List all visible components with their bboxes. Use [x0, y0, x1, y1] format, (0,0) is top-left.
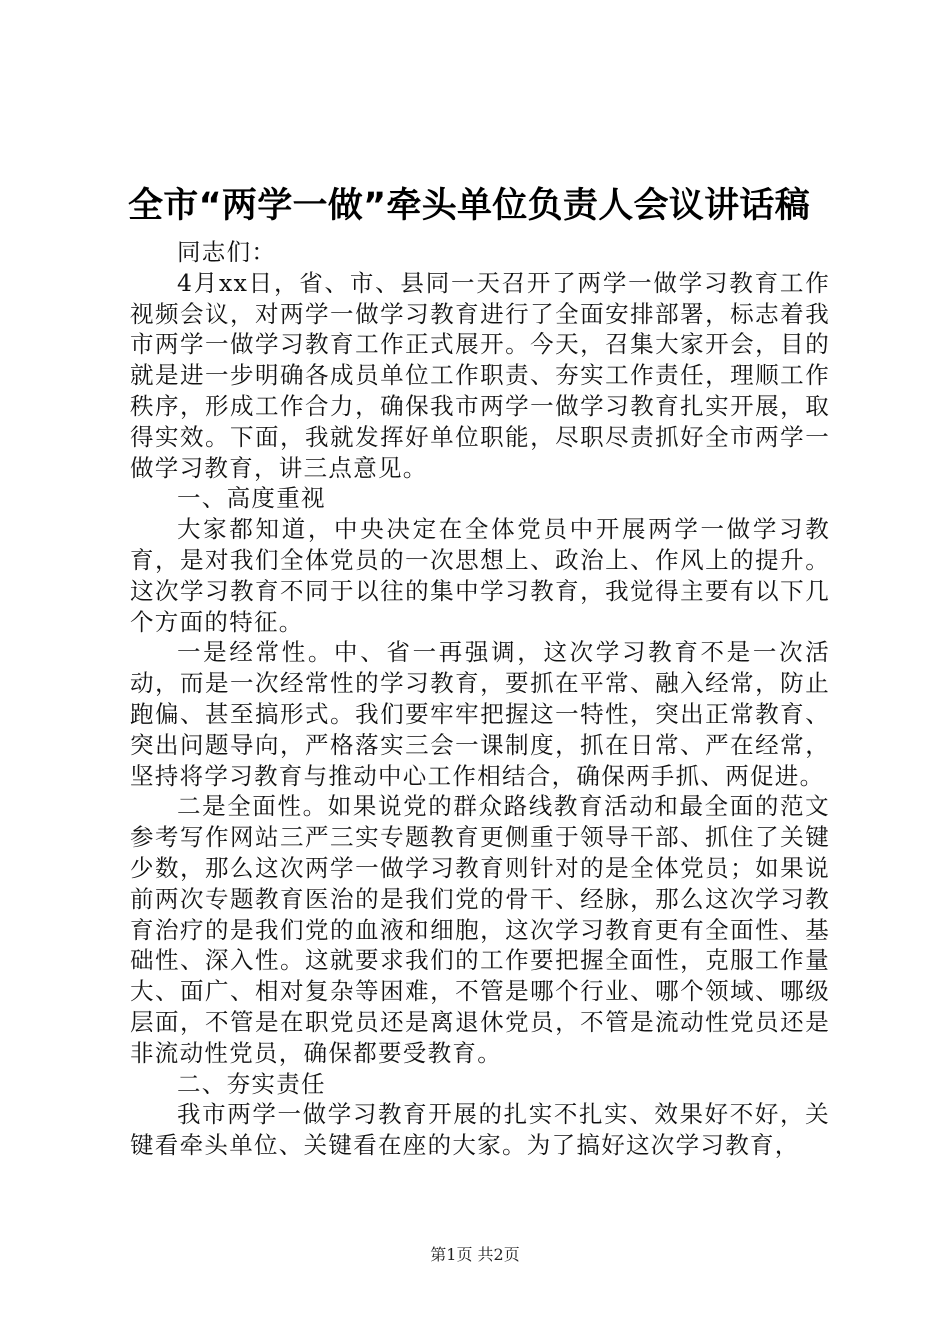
body-paragraph: 一是经常性。中、省一再强调，这次学习教育不是一次活动，而是一次经常性的学习教育，要抓在平常、融入经常，防止跑偏、甚至搞形式。我们要牢牢把握这一特性，突出正常教育、突出问题导向，严格落实三会一课制度，抓在日常、严在经常，坚持将学习教育与推动中心工作相结合，确保两手抓、两促进。 [130, 638, 830, 790]
page-number-footer: 第1页 共2页 [430, 1245, 520, 1264]
body-paragraph: 二是全面性。如果说党的群众路线教育活动和最全面的范文参考写作网站三严三实专题教育更侧重于领导干部、抓住了关键少数，那么这次两学一做学习教育则针对的是全体党员；如果说前两次专题教育医治的是我们党的骨干、经脉，那么这次学习教育治疗的是我们党的血液和细胞，这次学习教育更有全面性、基础性、深入性。这就要求我们的工作要把握全面性，克服工作量大、面广、相对复杂等困难，不管是哪个行业、哪个领域、哪级层面，不管是在职党员还是离退休党员，不管是流动性党员还是非流动性党员，确保都要受教育。 [130, 792, 830, 1067]
greeting-paragraph: 同志们： [177, 238, 277, 266]
intro-paragraph: 4月xx日，省、市、县同一天召开了两学一做学习教育工作视频会议，对两学一做学习教育进行了全面安排部署，标志着我市两学一做学习教育工作正式展开。今天，召集大家开会，目的就是进一步明确各成员单位工作职责、夯实工作责任，理顺工作秩序，形成工作合力，确保我市两学一做学习教育扎实开展，取得实效。下面，我就发挥好单位职能，尽职尽责抓好全市两学一做学习教育，讲三点意见。 [130, 268, 830, 482]
section-heading-1: 一、高度重视 [177, 484, 326, 513]
body-paragraph: 大家都知道，中央决定在全体党员中开展两学一做学习教育，是对我们全体党员的一次思想上、政治上、作风上的提升。这次学习教育不同于以往的集中学习教育，我觉得主要有以下几个方面的特征。 [130, 515, 830, 636]
document-title: 全市“两学一做”牵头单位负责人会议讲话稿 [128, 186, 811, 226]
document-body [130, 237, 830, 1161]
section-heading-2: 二、夯实责任 [177, 1069, 326, 1098]
body-paragraph: 我市两学一做学习教育开展的扎实不扎实、效果好不好，关键看牵头单位、关键看在座的大家。为了搞好这次学习教育， [130, 1100, 830, 1160]
